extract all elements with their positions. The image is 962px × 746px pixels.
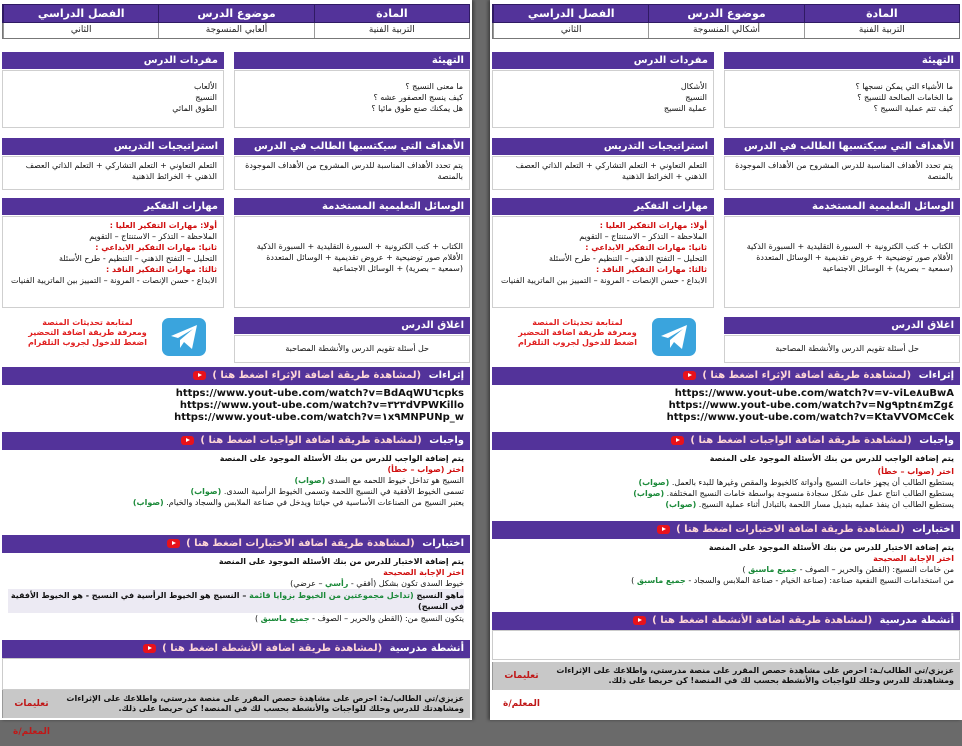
goals-text: يتم تحدد الأهداف المناسبة للدرس المشروح من الأهداف الموجودة بالمنصة xyxy=(735,161,953,181)
goals-box xyxy=(724,156,960,190)
homework-intro: يتم إضافة الواجب للدرس من بنك الأسئلة الموجود على المنصة xyxy=(219,454,464,463)
homework-question xyxy=(498,477,954,488)
enrichment-link[interactable]: (لمشاهدة طريقة اضافة الإثراء اضغط هنا ) xyxy=(212,370,422,381)
intro-header: التهيئة xyxy=(234,52,470,69)
answer: رأسي xyxy=(325,579,349,588)
question-text: ماهو النسيج xyxy=(416,591,464,600)
teacher-instructions xyxy=(492,662,960,709)
promo-line: اضغط للدخول لجروب التلقرام xyxy=(28,338,147,347)
thinking-heading-3: ثالثا: مهارات التفكير الناقد : xyxy=(596,265,707,274)
tests-title: اختبارات xyxy=(422,538,464,549)
telegram-icon[interactable] xyxy=(652,318,696,356)
vocab-item: عملية النسيج xyxy=(663,104,707,113)
intro-box xyxy=(234,70,470,128)
intro-question: ما الخامات الصالحة للنسيج ؟ xyxy=(857,93,953,102)
answer: (صواب) xyxy=(294,476,326,485)
activities-link[interactable]: (لمشاهدة طريقة اضافة الأنشطة اضغط هنا ) xyxy=(162,643,383,654)
homework-intro: يتم إضافة الواجب للدرس من بنك الأسئلة الموجود على المنصة xyxy=(709,454,954,463)
tests-intro: يتم إضافة الاختبار للدرس من بنك الأسئلة الموجود على المنصة xyxy=(708,543,954,552)
enrichment-urls xyxy=(2,386,470,428)
promo-line: لمتابعة تحديثات المنصة xyxy=(532,318,623,327)
enrichment-link[interactable]: (لمشاهدة طريقة اضافة الإثراء اضغط هنا ) xyxy=(702,370,912,381)
test-question xyxy=(8,613,464,624)
enrichment-title: إثراءات xyxy=(918,370,954,381)
topic-header: موضوع الدرس xyxy=(158,5,313,22)
homework-question xyxy=(8,497,464,508)
youtube-icon xyxy=(143,644,156,653)
activities-title: أنشطة مدرسية xyxy=(879,615,954,626)
promo-line: لمتابعة تحديثات المنصة xyxy=(42,318,133,327)
vocab-item: النسيج xyxy=(685,93,707,102)
promo-line: ومعرفة طريقة اضافة التحضير xyxy=(28,328,147,337)
question-text: خيوط السدى تكون بشكل (أفقي - xyxy=(350,579,464,588)
vocab-item: الألعاب xyxy=(193,82,217,91)
goals-text: يتم تحدد الأهداف المناسبة للدرس المشروح من الأهداف الموجودة بالمنصة xyxy=(245,161,463,181)
homework-title: واجبات xyxy=(429,435,464,446)
intro-question: ما معنى النسيج ؟ xyxy=(405,82,463,91)
enrichment-url[interactable]: https://www.yout-ube.com/watch?v=١x٩MNPUNp_w xyxy=(174,412,464,423)
goals-box xyxy=(234,156,470,190)
tests-bar xyxy=(492,521,960,539)
tests-intro: يتم إضافة الاختبار للدرس من بنك الأسئلة الموجود على المنصة xyxy=(218,557,464,566)
header-row xyxy=(492,4,960,23)
thinking-skills-1: الملاحظة – التذكر – الاستنتاج – التقويم xyxy=(89,232,217,241)
teacher-instructions-label: تعليمات المعلم/ة xyxy=(2,690,60,718)
activities-title: أنشطة مدرسية xyxy=(389,643,464,654)
enrichment-title: إثراءات xyxy=(428,370,464,381)
strategies-text: التعلم التعاوني + التعلم التشاركي + التعلم الذاتي العصف الذهني + الخرائط الذهنية xyxy=(515,161,707,181)
question-tail: – النسيج هو الخيوط الرأسية في النسيج - هو الخيوط الأفقية في النسيج) xyxy=(10,591,464,611)
test-question xyxy=(498,575,954,586)
answer: جميع ماسبق xyxy=(260,614,310,623)
lesson-plan-page-right xyxy=(490,0,962,720)
answer: جميع ماسبق xyxy=(748,565,798,574)
thinking-box xyxy=(2,216,224,308)
answer: (صواب) xyxy=(190,487,222,496)
header-values-row xyxy=(2,23,470,39)
question-tail: ) xyxy=(254,614,259,623)
enrichment-url[interactable]: https://www.yout-ube.com/watch?v=KtaVVOMcCek xyxy=(666,412,954,423)
subject-header: المادة xyxy=(314,5,469,22)
thinking-skills-3: الابداع - حسن الإنصات - المرونة – التمييز بين الماتريية الفنيات xyxy=(10,276,217,285)
intro-question: ما الأشياء التي يمكن نسجها ؟ xyxy=(855,82,953,91)
homework-bar xyxy=(2,432,470,450)
thinking-heading-2: ثانيا: مهارات التفكير الابداعي : xyxy=(95,243,217,252)
test-question xyxy=(8,578,464,589)
intro-box xyxy=(724,70,960,128)
true-false-heading: اختر (صواب – خطأ) xyxy=(387,465,464,474)
homework-bar xyxy=(492,432,960,450)
enrichment-url[interactable]: https://www.yout-ube.com/watch?v=٣٢٣dVPWKillo xyxy=(179,400,464,411)
strategies-header: استراتيجيات التدريس xyxy=(2,138,224,155)
tools-text: الكتاب + كتب الكترونية + السبورة التقليدية + السبورة الذكية الأقلام صور توضيحية + عروض تقديمية + الوسائل المتعددة (سمعية – بصرية) + الوسائل الاجتماعية xyxy=(256,242,463,273)
closing-text: حل أسئلة تقويم الدرس والأنشطة المصاحبة xyxy=(285,344,429,353)
activities-area[interactable] xyxy=(492,630,960,660)
closing-box xyxy=(234,335,470,363)
intro-question: كيف ينسج العصفور عشه ؟ xyxy=(373,93,463,102)
youtube-icon xyxy=(671,436,684,445)
thinking-skills-3: الابداع - حسن الإنصات - المرونة – التمييز بين الماتريية الفنيات xyxy=(500,276,707,285)
activities-link[interactable]: (لمشاهدة طريقة اضافة الأنشطة اضغط هنا ) xyxy=(652,615,873,626)
youtube-icon xyxy=(181,436,194,445)
teacher-instructions-text: عزيزي/تي الطالب/ـة: احرص على مشاهدة حصص المقرر على منصة مدرستي، واطلاعك على الإثراءات ومشاهدتك للدرس وحلك للواجبات والأنشطة بحسب لك في المنصة! كن حريصا على ذلك. xyxy=(66,694,464,713)
question-text: يستطيع الطالب ان ينفذ عمليه بتبديل مسار اللحمة بالتبادل أثناء عملية النسيج. xyxy=(698,500,954,509)
tools-header: الوسائل التعليمية المستخدمة xyxy=(234,198,470,215)
thinking-header: مهارات التفكير xyxy=(2,198,224,215)
enrichment-url[interactable]: https://www.yout-ube.com/watch?v=v-viLe٨uBwA xyxy=(674,388,954,399)
tests-section xyxy=(492,540,960,610)
enrichment-url[interactable]: https://www.yout-ube.com/watch?v=Ng٩ptn٤mZg٤ xyxy=(668,400,954,411)
goals-header: الأهداف التي سيكتسبها الطالب في الدرس xyxy=(724,138,960,155)
term-header: الفصل الدراسي xyxy=(3,5,158,22)
question-text: من استخدامات النسيج النفعية صناعة: (صناعة الخيام - صناعة الملابس والسجاد - xyxy=(688,576,954,585)
thinking-heading-3: ثالثا: مهارات التفكير الناقد : xyxy=(106,265,217,274)
homework-link[interactable]: (لمشاهدة طريقة اضافة الواجبات اضغط هنا ) xyxy=(200,435,422,446)
answer: جميع ماسبق xyxy=(636,576,686,585)
topic-header: موضوع الدرس xyxy=(648,5,803,22)
question-text: النسيج هو تداخل خيوط اللحمه مع السدى xyxy=(327,476,464,485)
strategies-text: التعلم التعاوني + التعلم التشاركي + التعلم الذاتي العصف الذهني + الخرائط الذهنية xyxy=(25,161,217,181)
thinking-heading-1: أولا: مهارات التفكير العليا : xyxy=(599,221,707,230)
question-tail: – عرضي) xyxy=(290,579,323,588)
strategies-box xyxy=(492,156,714,190)
test-question xyxy=(498,564,954,575)
answer: (صواب) xyxy=(633,489,665,498)
closing-box xyxy=(724,335,960,363)
activities-area[interactable] xyxy=(2,658,470,690)
strategies-box xyxy=(2,156,224,190)
topic-value: ألعابي المنسوجة xyxy=(158,23,313,38)
homework-section xyxy=(492,451,960,517)
lesson-plan-page-left xyxy=(0,0,472,737)
closing-header: اغلاق الدرس xyxy=(724,317,960,334)
intro-header: التهيئة xyxy=(724,52,960,69)
closing-header: اغلاق الدرس xyxy=(234,317,470,334)
answer: (صواب) xyxy=(665,500,697,509)
tools-text: الكتاب + كتب الكترونية + السبورة التقليدية + السبورة الذكية الأقلام صور توضيحية + عروض تقديمية + الوسائل المتعددة (سمعية – بصرية) + الوسائل الاجتماعية xyxy=(746,242,953,273)
question-text: يستطيع الطالب انتاج عمل على شكل سجادة منسوجة بواسطة خامات النسيج المختلفة. xyxy=(666,489,954,498)
vocab-box xyxy=(492,70,714,128)
answer: (تداخل مجموعتين من الخيوط بزوايا قائمة xyxy=(249,591,414,600)
tests-section xyxy=(2,554,470,638)
intro-question: هل يمكنك صنع طوق مائيا ؟ xyxy=(371,104,463,113)
answer: (صواب) xyxy=(132,498,164,507)
true-false-heading: اختر (صواب – خطأ) xyxy=(877,467,954,476)
telegram-promo[interactable] xyxy=(20,318,155,348)
vocab-header: مفردات الدرس xyxy=(492,52,714,69)
question-text: تسمى الخيوط الأفقية في النسيج اللحمة وتسمى الخيوط الرأسية السدى. xyxy=(223,487,464,496)
activities-bar xyxy=(2,640,470,658)
tools-box xyxy=(234,216,470,308)
homework-question xyxy=(498,488,954,499)
homework-link[interactable]: (لمشاهدة طريقة اضافة الواجبات اضغط هنا ) xyxy=(690,435,912,446)
homework-title: واجبات xyxy=(919,435,954,446)
youtube-icon xyxy=(193,371,206,380)
thinking-box xyxy=(492,216,714,308)
closing-text: حل أسئلة تقويم الدرس والأنشطة المصاحبة xyxy=(775,344,919,353)
thinking-heading-1: أولا: مهارات التفكير العليا : xyxy=(109,221,217,230)
subject-value: التربية الفنية xyxy=(804,23,959,38)
promo-line: اضغط للدخول لجروب التلقرام xyxy=(518,338,637,347)
term-value: الثاني xyxy=(3,23,158,38)
tests-link[interactable]: (لمشاهدة طريقة اضافة الاختبارات اضغط هنا ) xyxy=(186,538,415,549)
multiple-choice-heading: اختر الإجابة الصحيحة xyxy=(383,568,464,577)
youtube-icon xyxy=(167,539,180,548)
youtube-icon xyxy=(633,616,646,625)
tests-link[interactable]: (لمشاهدة طريقة اضافة الاختبارات اضغط هنا ) xyxy=(676,524,905,535)
thinking-skills-1: الملاحظة – التذكر – الاستنتاج – التقويم xyxy=(579,232,707,241)
header-values-row xyxy=(492,23,960,39)
tools-header: الوسائل التعليمية المستخدمة xyxy=(724,198,960,215)
header-row xyxy=(2,4,470,23)
question-text: من خامات النسيج: (القطن والحرير – الصوف - xyxy=(799,565,954,574)
enrichment-url[interactable]: https://www.yout-ube.com/watch?v=BdAqWU٦cpks xyxy=(175,388,464,399)
homework-question xyxy=(8,486,464,497)
vocab-item: الأشكال xyxy=(680,82,707,91)
promo-line: ومعرفة طريقة اضافة التحضير xyxy=(518,328,637,337)
vocab-item: الطوق المائي xyxy=(172,104,217,113)
teacher-instructions-text: عزيزي/تي الطالب/ـة: احرص على مشاهدة حصص المقرر على منصة مدرستي، واطلاعك على الإثراءات ومشاهدتك للدرس وحلك للواجبات والأنشطة بحسب لك في المنصة! كن حريصا على ذلك. xyxy=(556,666,954,685)
goals-header: الأهداف التي سيكتسبها الطالب في الدرس xyxy=(234,138,470,155)
question-tail: ) xyxy=(631,576,635,585)
thinking-heading-2: ثانيا: مهارات التفكير الابداعي : xyxy=(585,243,707,252)
youtube-icon xyxy=(683,371,696,380)
term-header: الفصل الدراسي xyxy=(493,5,648,22)
telegram-promo[interactable] xyxy=(510,318,645,348)
enrichment-bar xyxy=(2,367,470,385)
teacher-instructions xyxy=(2,690,470,737)
vocab-header: مفردات الدرس xyxy=(2,52,224,69)
term-value: الثاني xyxy=(493,23,648,38)
youtube-icon xyxy=(657,525,670,534)
vocab-box xyxy=(2,70,224,128)
test-question xyxy=(8,589,464,613)
vocab-item: النسيج xyxy=(195,93,217,102)
thinking-header: مهارات التفكير xyxy=(492,198,714,215)
activities-bar xyxy=(492,612,960,630)
strategies-header: استراتيجيات التدريس xyxy=(492,138,714,155)
homework-section xyxy=(2,451,470,533)
enrichment-bar xyxy=(492,367,960,385)
subject-value: التربية الفنية xyxy=(314,23,469,38)
thinking-skills-2: التحليل – التفتح الذهني – التنظيم - طرح الأسئلة xyxy=(58,254,217,263)
question-text: يعتبر النسيج من الصناعات الأساسية في حياتنا ويدخل في صناعة الملابس والسجاد والخيام. xyxy=(166,498,464,507)
question-text: يستطيع الطالب أن يجهز خامات النسيج وأدواتة كالخيوط والمقص وغيرها للبدء بالعمل. xyxy=(671,478,954,487)
homework-question xyxy=(498,499,954,510)
enrichment-urls xyxy=(492,386,960,428)
multiple-choice-heading: اختر الإجابة الصحيحة xyxy=(873,554,954,563)
tests-bar xyxy=(2,535,470,553)
telegram-icon[interactable] xyxy=(162,318,206,356)
tests-title: اختبارات xyxy=(912,524,954,535)
answer: (صواب) xyxy=(638,478,670,487)
teacher-instructions-label: تعليمات المعلم/ة xyxy=(492,662,550,690)
question-tail: ) xyxy=(742,565,746,574)
homework-question xyxy=(8,475,464,486)
tools-box xyxy=(724,216,960,308)
topic-value: أشكالي المنسوجة xyxy=(648,23,803,38)
thinking-skills-2: التحليل – التفتح الذهني – التنظيم - طرح الأسئلة xyxy=(548,254,707,263)
question-text: يتكون النسيج من: (القطن والحرير – الصوف - xyxy=(312,614,464,623)
intro-question: كيف تتم عملية النسيج ؟ xyxy=(873,104,953,113)
subject-header: المادة xyxy=(804,5,959,22)
